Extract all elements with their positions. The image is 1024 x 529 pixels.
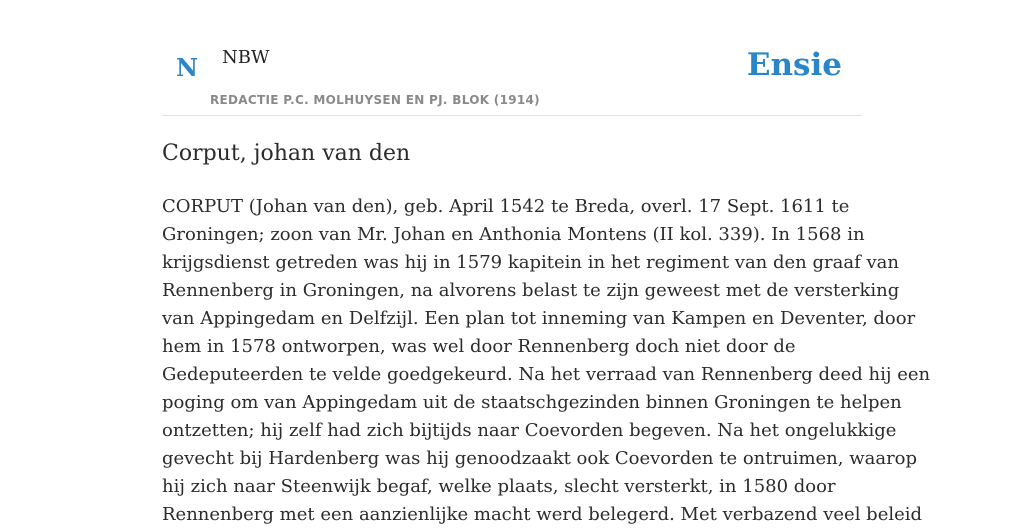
article-line: Rennenberg in Groningen, na alvorens belast te zijn geweest met de versterking — [162, 280, 900, 301]
article-line: CORPUT (Johan van den), geb. April 1542 te Breda, overl. 17 Sept. 1611 te — [162, 196, 850, 217]
article-line: poging om van Appingedam uit de staatschgezinden binnen Groningen te helpen — [162, 392, 902, 413]
source-logo[interactable]: N — [176, 53, 198, 82]
article-line: Gedeputeerden te velde goedgekeurd. Na het verraad van Rennenberg deed hij een — [162, 364, 931, 385]
article-title: Corput, johan van den — [162, 141, 411, 166]
article-line: hij zich naar Steenwijk begaf, welke plaats, slecht versterkt, in 1580 door — [162, 476, 836, 497]
source-credit: REDACTIE P.C. MOLHUYSEN EN PJ. BLOK (1914) — [210, 93, 540, 107]
article-line: van Appingedam en Delfzijl. Een plan tot inneming van Kampen en Deventer, door — [162, 308, 916, 329]
article-line: Groningen; zoon van Mr. Johan en Anthonia Montens (II kol. 339). In 1568 in — [162, 224, 865, 245]
article-page — [162, 0, 931, 525]
source-name[interactable]: NBW — [222, 47, 270, 68]
article-line: ontzetten; hij zelf had zich bijtijds naar Coevorden begeven. Na het ongelukkige — [162, 420, 897, 441]
article-line: Rennenberg met een aanzienlijke macht werd belegerd. Met verbazend veel beleid — [162, 504, 923, 525]
article-line: hem in 1578 ontworpen, was wel door Rennenberg doch niet door de — [162, 336, 796, 357]
article-line: krijgsdienst getreden was hij in 1579 kapitein in het regiment van den graaf van — [162, 252, 899, 273]
source-header — [162, 0, 862, 116]
article-line: gevecht bij Hardenberg was hij genoodzaakt ook Coevorden te ontruimen, waarop — [162, 448, 918, 469]
article-body — [162, 193, 931, 529]
brand-logo[interactable]: Ensie — [746, 47, 842, 83]
